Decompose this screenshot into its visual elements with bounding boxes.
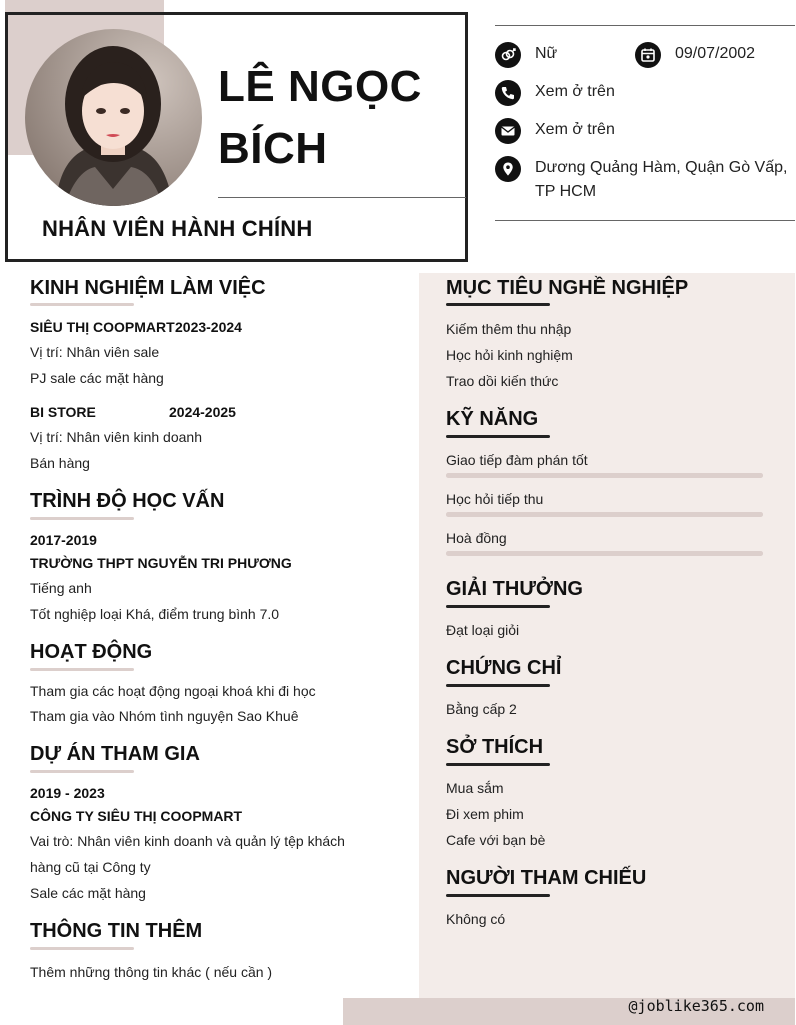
contact-gender [495,42,557,68]
objective-underline [446,303,550,306]
activity-item-1: Tham gia các hoạt động ngoại khoá khi đi học [30,683,316,699]
hobby-item-3: Cafe với bạn bè [446,832,546,848]
project-role-line-1: Vai trò: Nhân viên kinh doanh và quản lý tệp khách [30,833,345,849]
phone-value: Xem ở trên [535,83,615,100]
email-value: Xem ở trên [535,121,615,138]
hobby-item-2: Đi xem phim [446,806,524,822]
contact-top-divider [495,25,795,26]
job-2-period: 2024-2025 [169,404,236,420]
certificates-underline [446,684,550,687]
certificates-title: CHỨNG CHỈ [446,657,562,679]
job-1-period: 2023-2024 [175,319,242,335]
skills-underline [446,435,550,438]
objective-item-2: Học hỏi kinh nghiệm [446,347,573,363]
project-company: CÔNG TY SIÊU THỊ COOPMART [30,808,243,824]
job-2-desc: Bán hàng [30,455,90,471]
project-desc: Sale các mặt hàng [30,885,146,901]
education-underline [30,517,134,520]
skill-1-bar [446,473,763,478]
contact-email [495,118,615,144]
skill-3-name: Hoà đồng [446,530,507,546]
hobbies-title: SỞ THÍCH [446,736,544,758]
gender-icon [495,42,521,68]
education-title: TRÌNH ĐỘ HỌC VẤN [30,490,225,512]
phone-icon [495,80,521,106]
skill-2-fill [446,512,763,517]
project-period: 2019 - 2023 [30,785,105,801]
job-title: NHÂN VIÊN HÀNH CHÍNH [42,216,313,241]
profile-photo [25,29,202,206]
education-major: Tiếng anh [30,580,92,596]
awards-text: Đạt loại giỏi [446,622,520,638]
objective-item-1: Kiếm thêm thu nhập [446,321,572,337]
skill-3-bar [446,551,763,556]
job-1-desc: PJ sale các mặt hàng [30,370,164,386]
name-divider [218,197,466,198]
projects-title: DỰ ÁN THAM GIA [30,743,200,765]
education-result: Tốt nghiệp loại Khá, điểm trung bình 7.0 [30,606,280,622]
extra-info-text: Thêm những thông tin khác ( nếu cần ) [30,964,273,980]
references-underline [446,894,550,897]
hobbies-underline [446,763,550,766]
extra-info-underline [30,947,134,950]
birthday-value: 09/07/2002 [675,45,756,62]
calendar-icon [635,42,661,68]
location-icon [495,156,521,182]
contact-birthday [635,42,755,68]
references-text: Không có [446,911,506,927]
awards-title: GIẢI THƯỞNG [446,578,583,600]
contact-address [495,156,787,204]
email-icon [495,118,521,144]
objective-item-3: Trao dồi kiến thức [446,373,559,389]
contact-bottom-divider [495,220,795,221]
skill-1-name: Giao tiếp đàm phán tốt [446,452,588,468]
address-value [535,156,787,204]
gender-value: Nữ [535,45,558,62]
name-line-2: BÍCH [218,124,328,173]
avatar [25,29,202,206]
project-role-line-2: hàng cũ tại Công ty [30,859,151,875]
skill-3-fill [446,551,763,556]
experience-title: KINH NGHIỆM LÀM VIỆC [30,277,266,299]
job-1-role: Vị trí: Nhân viên sale [30,344,160,360]
certificates-text: Bằng cấp 2 [446,701,517,717]
activity-item-2: Tham gia vào Nhóm tình nguyện Sao Khuê [30,708,299,724]
full-name [218,56,458,180]
references-title: NGƯỜI THAM CHIẾU [446,867,647,889]
education-school: TRƯỜNG THPT NGUYỄN TRI PHƯƠNG [30,555,292,571]
name-line-1: LÊ NGỌC [218,62,422,111]
contact-phone [495,80,615,106]
address-line-1: Dương Quảng Hàm, Quận Gò Vấp, [535,159,788,176]
experience-underline [30,303,134,306]
activities-underline [30,668,134,671]
projects-underline [30,770,134,773]
objective-title: MỤC TIÊU NGHỀ NGHIỆP [446,277,689,299]
skill-2-bar [446,512,763,517]
extra-info-title: THÔNG TIN THÊM [30,920,203,942]
job-2-role: Vị trí: Nhân viên kinh doanh [30,429,202,445]
footer-watermark: @joblike365.com [628,997,764,1015]
job-1-company: SIÊU THỊ COOPMART [30,319,175,335]
hobby-item-1: Mua sắm [446,780,504,796]
skills-title: KỸ NĂNG [446,408,539,430]
education-period: 2017-2019 [30,532,97,548]
job-2-company: BI STORE [30,404,96,420]
activities-title: HOẠT ĐỘNG [30,641,153,663]
skill-1-fill [446,473,763,478]
skill-2-name: Học hỏi tiếp thu [446,491,544,507]
address-line-2: TP HCM [535,183,597,200]
awards-underline [446,605,550,608]
